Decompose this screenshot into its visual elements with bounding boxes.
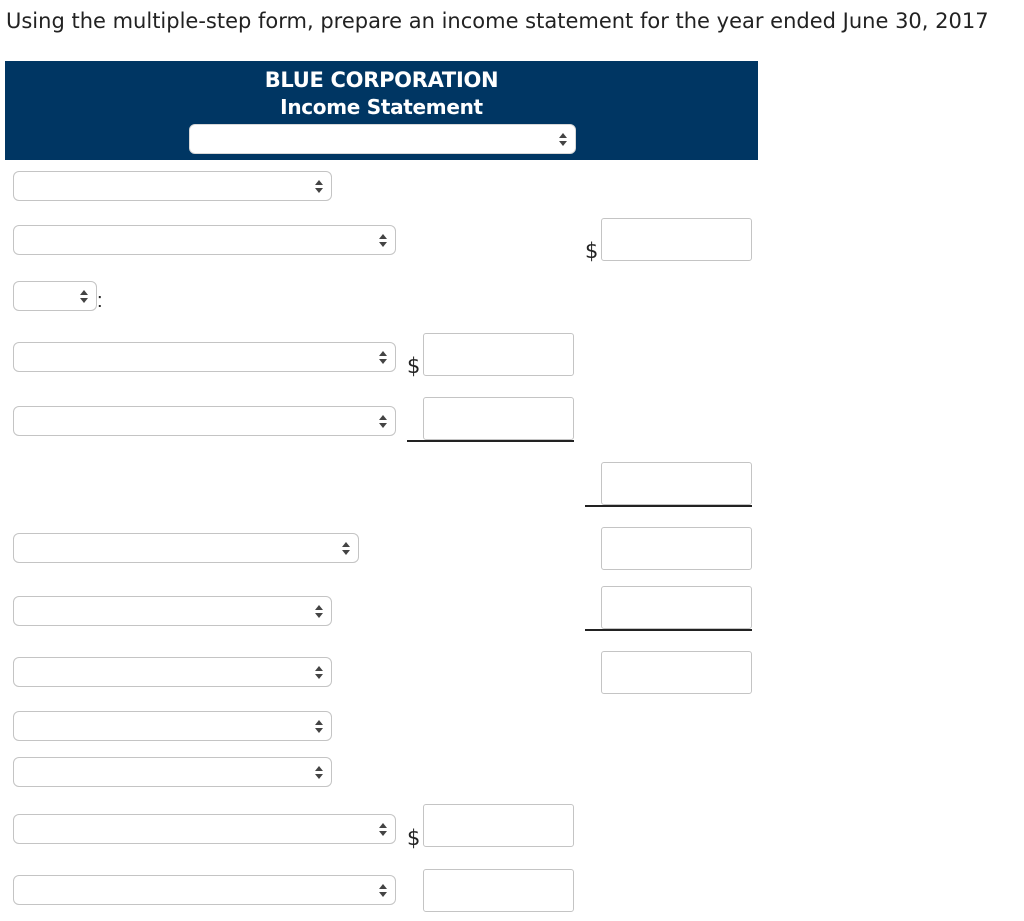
subtotal-underline <box>585 629 752 631</box>
row-13-account-select[interactable] <box>13 875 396 905</box>
select-arrows-icon <box>378 884 388 898</box>
row-3-label-select[interactable] <box>13 281 97 311</box>
row-13-amount-input[interactable] <box>423 869 574 912</box>
select-arrows-icon <box>314 666 324 680</box>
row-4-amount-input[interactable] <box>423 333 574 376</box>
select-arrows-icon <box>378 234 388 248</box>
row-12-amount-input[interactable] <box>423 804 574 847</box>
statement-header <box>5 61 758 160</box>
colon-separator: : <box>97 290 103 312</box>
instruction-text: Using the multiple-step form, prepare an income statement for the year ended June 30, 2017 <box>6 9 989 33</box>
select-arrows-icon <box>314 766 324 780</box>
statement-date-select[interactable] <box>189 124 576 154</box>
row-9-account-select[interactable] <box>13 657 332 687</box>
row-2-account-select[interactable] <box>13 225 396 255</box>
select-arrows-icon <box>558 133 568 147</box>
select-arrows-icon <box>79 290 89 304</box>
row-9-total-input[interactable] <box>601 651 752 694</box>
statement-title: Income Statement <box>280 95 483 119</box>
select-arrows-icon <box>341 542 351 556</box>
subtotal-underline <box>407 440 574 442</box>
select-arrows-icon <box>378 415 388 429</box>
row-5-amount-input[interactable] <box>423 397 574 440</box>
select-arrows-icon <box>314 605 324 619</box>
row-8-account-select[interactable] <box>13 596 332 626</box>
row-7-total-input[interactable] <box>601 527 752 570</box>
select-arrows-icon <box>314 720 324 734</box>
row-8-total-input[interactable] <box>601 586 752 629</box>
row-10-account-select[interactable] <box>13 711 332 741</box>
row-2-total-input[interactable] <box>601 218 752 261</box>
select-arrows-icon <box>314 180 324 194</box>
row-5-account-select[interactable] <box>13 406 396 436</box>
select-arrows-icon <box>378 823 388 837</box>
row-11-account-select[interactable] <box>13 757 332 787</box>
select-arrows-icon <box>378 351 388 365</box>
row-7-account-select[interactable] <box>13 533 359 563</box>
row-6-total-input[interactable] <box>601 462 752 505</box>
row-1-account-select[interactable] <box>13 171 332 201</box>
row-4-account-select[interactable] <box>13 342 396 372</box>
row-12-account-select[interactable] <box>13 814 396 844</box>
company-name: BLUE CORPORATION <box>264 68 499 92</box>
currency-symbol: $ <box>407 826 421 850</box>
currency-symbol: $ <box>407 354 421 378</box>
currency-symbol: $ <box>585 239 599 263</box>
subtotal-underline <box>585 505 752 507</box>
